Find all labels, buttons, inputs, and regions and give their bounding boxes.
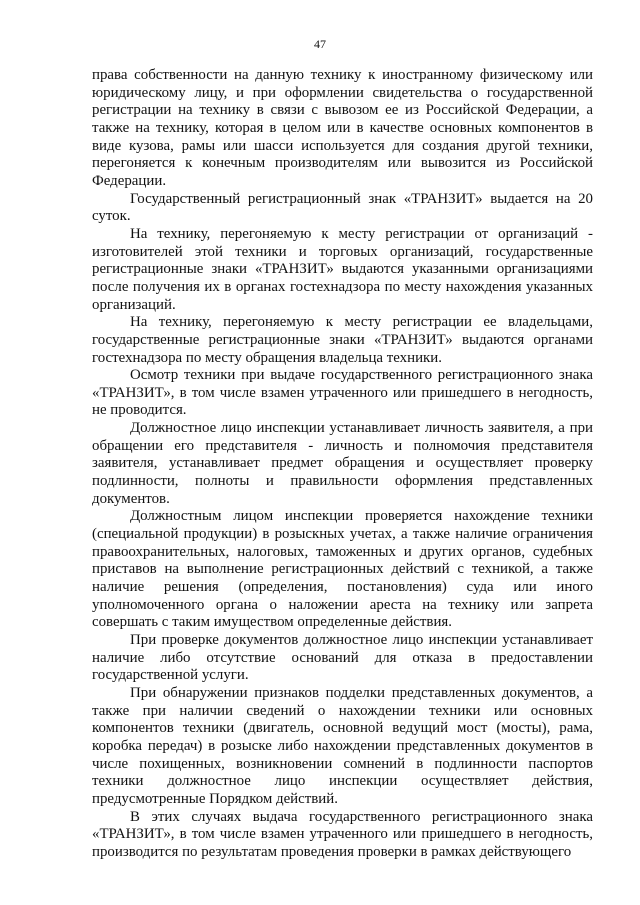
page-number: 47 <box>314 37 326 51</box>
paragraph: На технику, перегоняемую к месту регистрации ее владельцами, государственные регистрационные знаки «ТРАНЗИТ» выдаются органами гостехнадзора по месту обращения владельца техники. <box>92 314 593 366</box>
paragraph: Государственный регистрационный знак «ТРАНЗИТ» выдается на 20 суток. <box>92 190 593 225</box>
paragraph: При обнаружении признаков подделки представленных документов, а также при наличии сведений о нахождении техники или основных компонентов техники (двигатель, основной ведущий мост (мосты), рама, коробка передач) в розыске либо нахождении представленных документов в числе похищенных, возникновении сомнений в подлинности паспортов техники должностное лицо инспекции осуществляет действия, предусмотренные Порядком действий. <box>92 684 593 807</box>
body-text <box>92 67 593 862</box>
paragraph: Должностное лицо инспекции устанавливает личность заявителя, а при обращении его представителя - личность и полномочия представителя заявителя, устанавливает предмет обращения и осуществляет проверку подлинности, полноты и правильности оформления представленных документов. <box>92 420 593 507</box>
paragraph: Должностным лицом инспекции проверяется нахождение техники (специальной продукции) в розыскных учетах, а также наличие ограничения правоохранительных, налоговых, таможенных и других органов, судебных приставов на выполнение регистрационных действий с техникой, а также наличие решения (определения, постановления) суда или иного уполномоченного органа о наложении ареста на технику или запрета совершать с таким имуществом определенные действия. <box>92 508 593 631</box>
paragraph: На технику, перегоняемую к месту регистрации от организаций - изготовителей этой техники и торговых организаций, государственные регистрационные знаки «ТРАНЗИТ» выдаются указанными организациями после получения их в органах гостехнадзора по месту нахождения указанных организаций. <box>92 225 593 313</box>
paragraph: Осмотр техники при выдаче государственного регистрационного знака «ТРАНЗИТ», в том числе взамен утраченного или пришедшего в негодность, не проводится. <box>92 367 593 419</box>
paragraph: При проверке документов должностное лицо инспекции устанавливает наличие либо отсутствие оснований для отказа в предоставлении государственной услуги. <box>92 632 593 684</box>
paragraph: права собственности на данную технику к иностранному физическому или юридическому лицу, и при оформлении свидетельства о государственной регистрации на технику в связи с вывозом ее из Российской Федерации, а также на технику, которая в целом или в качестве основных компонентов в виде кузова, рамы или шасси используется для создания другой техники, перегоняется к конечным производителям или вывозится из Российской Федерации. <box>92 67 593 189</box>
paragraph: В этих случаях выдача государственного регистрационного знака «ТРАНЗИТ», в том числе взамен утраченного или пришедшего в негодность, производится по результатам проведения проверки в рамках действующего <box>92 808 593 860</box>
